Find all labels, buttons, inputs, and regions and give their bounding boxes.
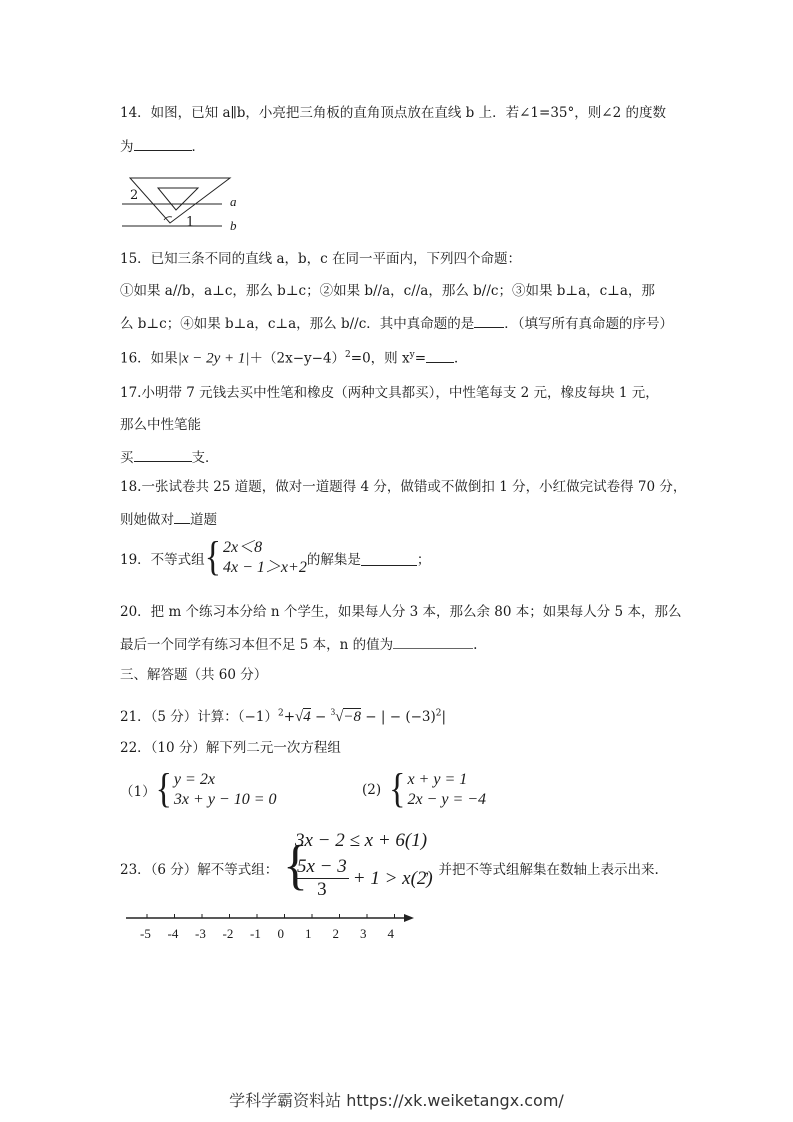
q21-rest: − | − (−3) xyxy=(361,709,436,725)
q15-line3 xyxy=(120,313,673,333)
q22-p2-label: (2) xyxy=(362,782,382,798)
q19-line xyxy=(120,535,431,580)
q16-end: ． xyxy=(454,350,468,367)
q22-p1-row2: 3x + y − 10 = 0 xyxy=(173,791,277,808)
q15-suffix: ．（填写所有真命题的序号） xyxy=(504,316,674,332)
q16-exp2: y xyxy=(409,350,415,360)
q19-answer-blank xyxy=(361,551,417,566)
q19-end: ； xyxy=(416,552,431,568)
q23-brace: { xyxy=(283,835,308,896)
q18-line1: 18.一张试卷共 25 道题，做对一道题得 4 分，做错或不做倒扣 1 分，小红做完试卷得 70 分， xyxy=(120,479,687,495)
q19-suffix: 的解集是 xyxy=(306,552,361,568)
number-line-tick-label: 1 xyxy=(305,926,312,941)
q23-row2-den: 3 xyxy=(317,879,327,900)
q22-part1 xyxy=(120,767,277,812)
q22-p1-row1: y = 2x xyxy=(173,771,215,788)
q22-p2-brace: { xyxy=(389,767,406,812)
q18-answer-blank xyxy=(174,509,190,524)
q22-p1-label: （1） xyxy=(120,784,156,800)
q15-answer-blank xyxy=(474,313,504,328)
q16-suffix: = xyxy=(414,350,426,367)
q17-answer-blank xyxy=(134,447,192,462)
q14-prefix: 为 xyxy=(120,139,134,155)
q15-line2: ①如果 a//b，a⊥c，那么 b⊥c；②如果 b//a，c//a，那么 b//c；③如果 b⊥a，c⊥a，那 xyxy=(120,283,655,299)
q22-part2 xyxy=(362,767,487,812)
q14-fig-label-b: b xyxy=(230,218,237,233)
q16-exp: 2 xyxy=(345,350,351,360)
number-line-tick-label: -2 xyxy=(222,926,234,941)
q21-minus: − xyxy=(310,709,331,725)
q14-answer-blank xyxy=(134,136,192,151)
q20-answer-blank xyxy=(393,634,473,649)
q19-prefix: 19．不等式组 xyxy=(120,552,205,568)
q23-row1: 3x − 2 ≤ x + 6(1) xyxy=(295,830,428,851)
q14-line2 xyxy=(120,136,205,156)
q16-prefix: 16．如果 xyxy=(120,350,178,367)
q14-fig-label-1: 1 xyxy=(186,215,195,230)
q19-row1: 2x＜8 xyxy=(223,539,263,556)
q22-p2-row2: 2x − y = −4 xyxy=(407,791,487,808)
number-line-tick-label: -4 xyxy=(167,926,179,941)
q17-line3 xyxy=(120,447,219,467)
q21-exp2: 2 xyxy=(435,708,442,719)
q21-plus: + xyxy=(283,709,296,725)
q16-abs-expr: |x − 2y + 1| xyxy=(177,350,250,367)
q17-line2: 那么中性笔能 xyxy=(120,417,201,433)
q21-prefix: 21．（5 分）计算：（−1） xyxy=(120,709,278,725)
q20-line2 xyxy=(120,634,477,654)
q17-suffix: 支． xyxy=(191,450,219,466)
number-line-tick-label: -1 xyxy=(250,926,261,941)
q14-suffix: ． xyxy=(191,139,205,155)
q16-mid2: =0，则 x xyxy=(350,350,410,367)
q16-mid: ＋（2x−y−4） xyxy=(249,350,346,367)
q21-end: | xyxy=(441,709,447,725)
q15-prefix: 么 b⊥c；④如果 b⊥a，c⊥a，那么 b//c．其中真命题的是 xyxy=(120,316,475,332)
number-line-tick-label: 0 xyxy=(277,926,284,941)
q16-answer-blank xyxy=(426,348,454,363)
q19-row2: 4x − 1＞x+2 xyxy=(223,559,307,576)
q17-prefix: 买 xyxy=(120,450,134,466)
q18-line2 xyxy=(120,509,217,529)
q15-line1: 15．已知三条不同的直线 a，b，c 在同一平面内，下列四个命题： xyxy=(120,251,522,267)
q22-p2-row1: x + y = 1 xyxy=(407,771,468,788)
q20-suffix: . xyxy=(473,637,478,653)
number-line-tick-label: -5 xyxy=(140,926,151,941)
number-line-tick-label: 4 xyxy=(387,926,394,941)
q14-line1: 14．如图，已知 a∥b，小亮把三角板的直角顶点放在直线 b 上．若∠1=35°，则∠2 的度数 xyxy=(120,105,666,121)
q21-exp1: 2 xyxy=(277,708,284,719)
section-title: 三、解答题（共 60 分） xyxy=(120,667,268,683)
q23-prefix: 23．（6 分）解不等式组： xyxy=(120,862,279,878)
number-line-tick-label: 3 xyxy=(360,926,367,941)
q23-row2 xyxy=(295,856,433,901)
q14-fig-label-2: 2 xyxy=(130,188,139,203)
q20-prefix: 最后一个同学有练习本但不足 5 本，n 的值为 xyxy=(120,637,394,653)
q14-fig-label-a: a xyxy=(230,194,237,209)
footer-watermark: 学科学霸资料站 https://xk.weiketangx.com/ xyxy=(229,1091,564,1110)
q18-prefix: 则她做对 xyxy=(120,512,174,528)
q23-suffix: ，并把不等式组解集在数轴上表示出来. xyxy=(425,862,659,878)
q18-suffix: 道题 xyxy=(190,512,217,528)
q19-brace: { xyxy=(204,535,222,580)
q23-row2-num: 5x − 3 xyxy=(297,856,347,877)
q21-sqrt: √4 xyxy=(295,709,311,725)
q20-line1: 20．把 m 个练习本分给 n 个学生，如果每人分 3 本，那么余 80 本；如果每人分 5 本，那么 xyxy=(120,604,682,620)
number-line-tick-label: 2 xyxy=(332,926,339,941)
q21-cbrt: $^3$√−8 xyxy=(330,707,362,725)
number-line-tick-label: -3 xyxy=(195,926,206,941)
number-line xyxy=(120,910,420,930)
q23-row2-rest: + 1 > x(2) xyxy=(352,867,433,889)
q17-line1: 17.小明带 7 元钱去买中性笔和橡皮（两种文具都买），中性笔每支 2 元，橡皮每块 1 元， xyxy=(120,385,659,401)
q22-p1-brace: { xyxy=(155,767,172,812)
q22-title: 22．（10 分）解下列二元一次方程组 xyxy=(120,740,341,756)
q21-line xyxy=(120,703,446,726)
q16-line xyxy=(120,346,468,368)
